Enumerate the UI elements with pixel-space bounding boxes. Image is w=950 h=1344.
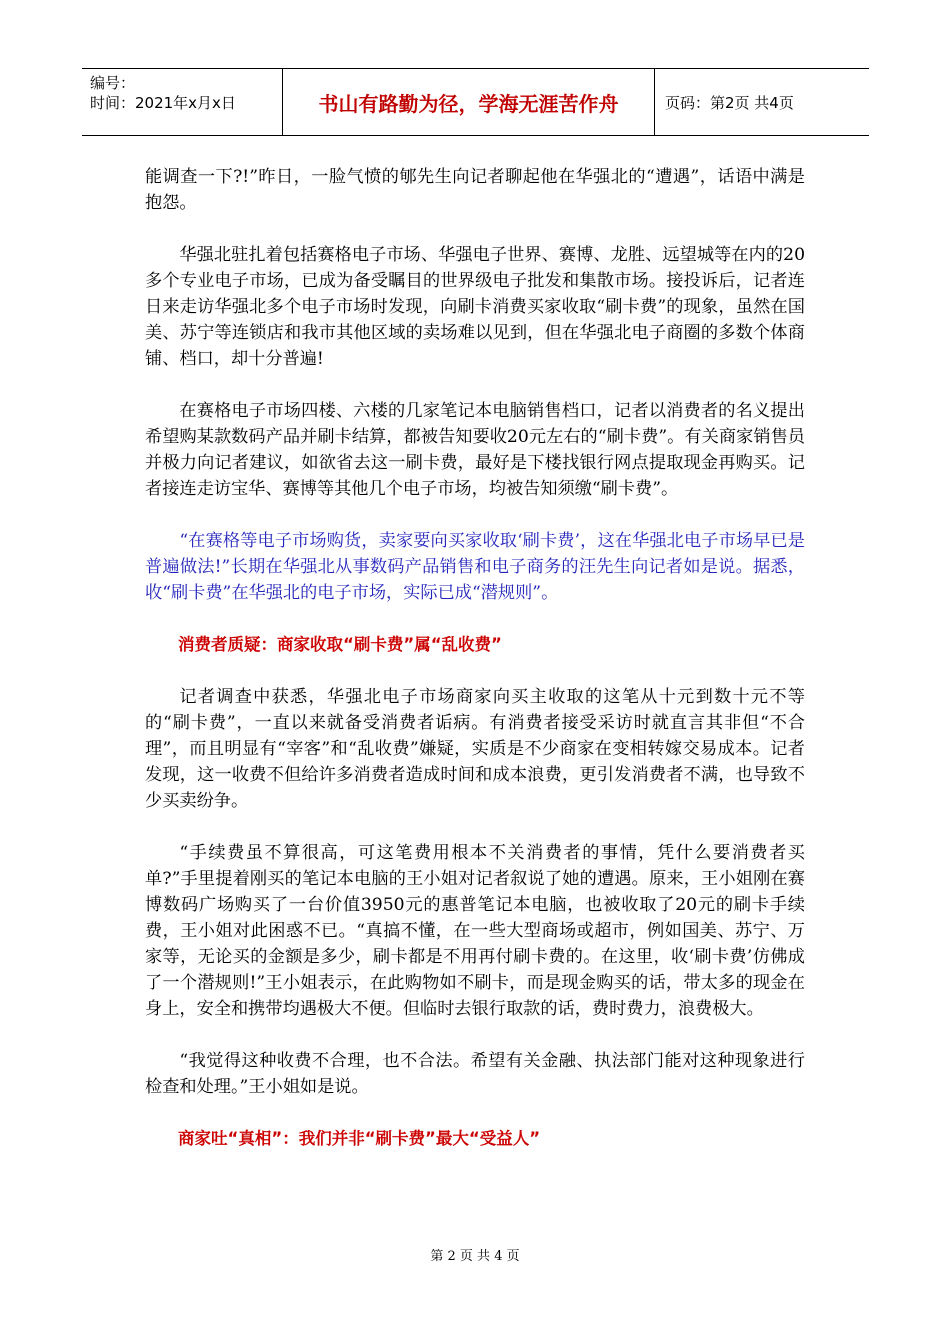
section-heading-consumer: 消费者质疑：商家收取“刷卡费”属“乱收费” bbox=[178, 635, 502, 654]
paragraph-2: 华强北驻扎着包括赛格电子市场、华强电子世界、赛博、龙胜、远望城等在内的20多个专业电子市场，已成为备受瞩目的世界级电子批发和集散市场。接投诉后，记者连日来走访华强北多个电子市场时发现，向刷卡消费买家收取“刷卡费”的现象，虽然在国美、苏宁等连锁店和我市其他区域的卖场难以见到，但在华强北电子商圈的多数个体商铺、档口，却十分普遍! bbox=[145, 245, 805, 369]
document-number-label: 编号： bbox=[90, 74, 136, 92]
header-page-number: 页码：第2页 共4页 bbox=[665, 93, 794, 112]
paragraph-4-quote: “在赛格等电子市场购货，卖家要向买家收取‘刷卡费’，这在华强北电子市场早已是普遍做法!”长期在华强北从事数码产品销售和电子商务的汪先生向记者如是说。据悉，收“刷卡费”在华强北的电子市场，实际已成“潜规则”。 bbox=[145, 531, 805, 603]
paragraph-5: 记者调查中获悉，华强北电子市场商家向买主收取的这笔从十元到数十元不等的“刷卡费”，一直以来就备受消费者诟病。有消费者接受采访时就直言其非但“不合理”，而且明显有“宰客”和“乱收费”嫌疑，实质是不少商家在变相转嫁交易成本。记者发现，这一收费不但给许多消费者造成时间和成本浪费，更引发消费者不满，也导致不少买卖纷争。 bbox=[145, 687, 805, 811]
header-motto: 书山有路勤为径，学海无涯苦作舟 bbox=[283, 69, 655, 135]
paragraph-1: 能调查一下?!”昨日，一脸气愤的郇先生向记者聊起他在华强北的“遭遇”，话语中满是抱怨。 bbox=[145, 167, 805, 213]
document-body bbox=[145, 164, 805, 1178]
paragraph-6: “手续费虽不算很高，可这笔费用根本不关消费者的事情，凭什么要消费者买单?”手里提着刚买的笔记本电脑的王小姐对记者叙说了她的遭遇。原来，王小姐刚在赛博数码广场购买了一台价值3950元的惠普笔记本电脑，也被收取了20元的刷卡手续费，王小姐对此困惑不已。“真搞不懂，在一些大型商场或超市，例如国美、苏宁、万家等，无论买的金额是多少，刷卡都是不用再付刷卡费的。在这里，收‘刷卡费’仿佛成了一个潜规则!”王小姐表示，在此购物如不刷卡，而是现金购买的话，带太多的现金在身上，安全和携带均遇极大不便。但临时去银行取款的话，费时费力，浪费极大。 bbox=[145, 843, 805, 1019]
header-meta-cell bbox=[82, 69, 283, 135]
paragraph-3: 在赛格电子市场四楼、六楼的几家笔记本电脑销售档口，记者以消费者的名义提出希望购某款数码产品并刷卡结算，都被告知要收20元左右的“刷卡费”。有关商家销售员并极力向记者建议，如欲省去这一刷卡费，最好是下楼找银行网点提取现金再购买。记者接连走访宝华、赛博等其他几个电子市场，均被告知须缴“刷卡费”。 bbox=[145, 401, 805, 499]
page-footer: 第 2 页 共 4 页 bbox=[430, 1249, 520, 1264]
page-header bbox=[82, 68, 869, 136]
document-date-label: 时间：2021年x月x日 bbox=[90, 94, 236, 112]
section-heading-merchant: 商家吐“真相”：我们并非“刷卡费”最大“受益人” bbox=[178, 1129, 541, 1148]
paragraph-7: “我觉得这种收费不合理，也不合法。希望有关金融、执法部门能对这种现象进行检查和处理。”王小姐如是说。 bbox=[145, 1051, 805, 1097]
